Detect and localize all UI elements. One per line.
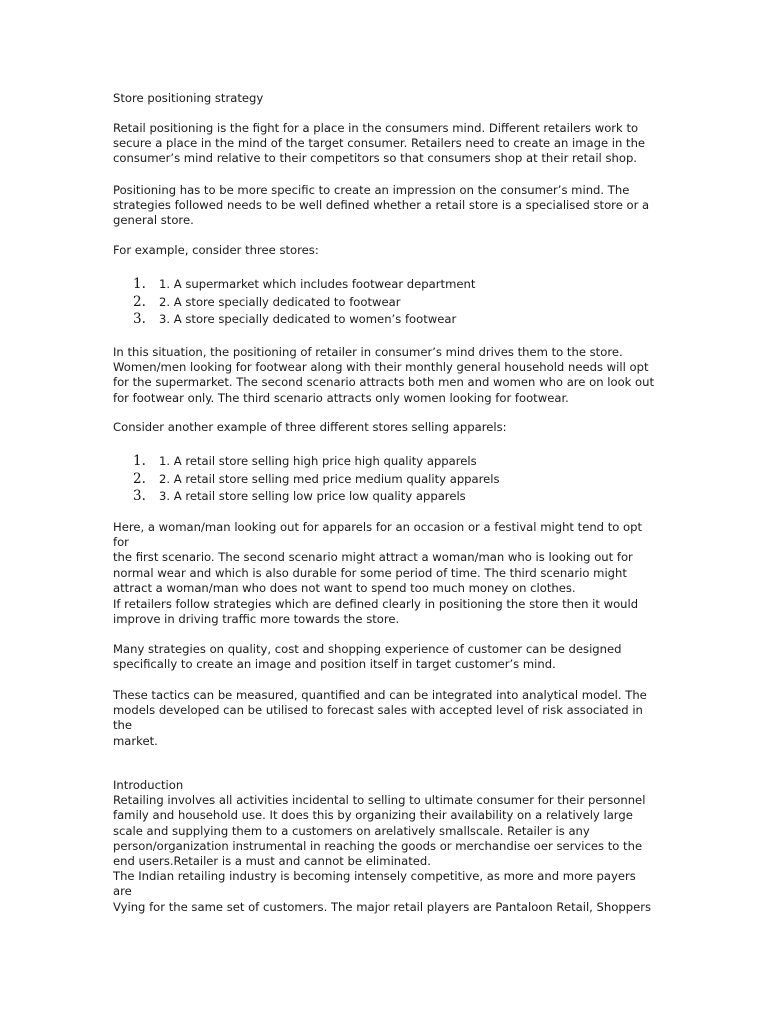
list-item xyxy=(133,488,500,506)
paragraph: In this situation, the positioning of retailer in consumer’s mind drives them to the store. Women/men looking for footwear along with their monthly general household needs will opt for the supermarket. The second scenario attracts both men and women who are on look out for footwear only. The third scenario attracts only women looking for footwear. xyxy=(113,345,655,405)
paragraph: Here, a woman/man looking out for apparels for an occasion or a festival might tend to opt for the first scenario. The second scenario might attract a woman/man who is looking out for normal wear and which is also durable for some period of time. The third scenario might attract a woman/man who does not want to spend too much money on clothes. xyxy=(113,520,643,595)
list-number: 1. xyxy=(133,453,146,470)
list-item xyxy=(133,453,500,471)
list-number: 2. xyxy=(133,293,146,310)
apparel-list xyxy=(133,453,500,506)
list-item xyxy=(133,311,475,329)
list-number: 3. xyxy=(133,311,146,328)
list-item-text: 2. A retail store selling med price medium quality apparels xyxy=(159,471,500,486)
list-item-text: 2. A store specially dedicated to footwear xyxy=(159,294,401,309)
list-item xyxy=(133,276,475,294)
paragraph: These tactics can be measured, quantified and can be integrated into analytical model. The models developed can be utilised to forecast sales with accepted level of risk associated in the market. xyxy=(113,688,647,748)
list-item-text: 1. A retail store selling high price high quality apparels xyxy=(159,454,477,469)
store-list xyxy=(133,276,475,329)
paragraph: If retailers follow strategies which are defined clearly in positioning the store then it would improve in driving traffic more towards the store. xyxy=(113,597,639,627)
list-number: 2. xyxy=(133,470,146,487)
doc-title: Store positioning strategy xyxy=(113,91,264,105)
introduction-section: Introduction Retailing involves all activities incidental to selling to ultimate consumer for their personnel family and household use. It does this by organizing their availability on a relatively large scale and supplying them to a customers on arelatively smallscale. Retailer is any person/organization instrumental in reaching the goods or merchandise oer services to the end users.Retailer is a must and cannot be eliminated. The Indian retailing industry is becoming intensely competitive, as more and more payers are Vying for the same set of customers. The major retail players are Pantaloon Retail, Shoppers xyxy=(113,778,652,914)
paragraph: Positioning has to be more specific to create an impression on the consumer’s mind. The strategies followed needs to be well defined whether a retail store is a specialised store or a general store. xyxy=(113,183,650,228)
list-number: 3. xyxy=(133,488,146,505)
list-item-text: 1. A supermarket which includes footwear department xyxy=(159,277,476,292)
paragraph: Consider another example of three different stores selling apparels: xyxy=(113,420,507,434)
paragraph: For example, consider three stores: xyxy=(113,243,319,257)
paragraph: Many strategies on quality, cost and shopping experience of customer can be designed specifically to create an image and position itself in target customer’s mind. xyxy=(113,642,622,672)
paragraph: Retail positioning is the fight for a place in the consumers mind. Different retailers work to secure a place in the mind of the target consumer. Retailers need to create an image in the consumer’s mind relative to their competitors so that consumers shop at their retail shop. xyxy=(113,121,646,166)
list-number: 1. xyxy=(133,276,146,293)
list-item xyxy=(133,471,500,489)
list-item-text: 3. A retail store selling low price low quality apparels xyxy=(159,489,466,504)
list-item-text: 3. A store specially dedicated to women’s footwear xyxy=(159,312,457,327)
list-item xyxy=(133,294,475,312)
